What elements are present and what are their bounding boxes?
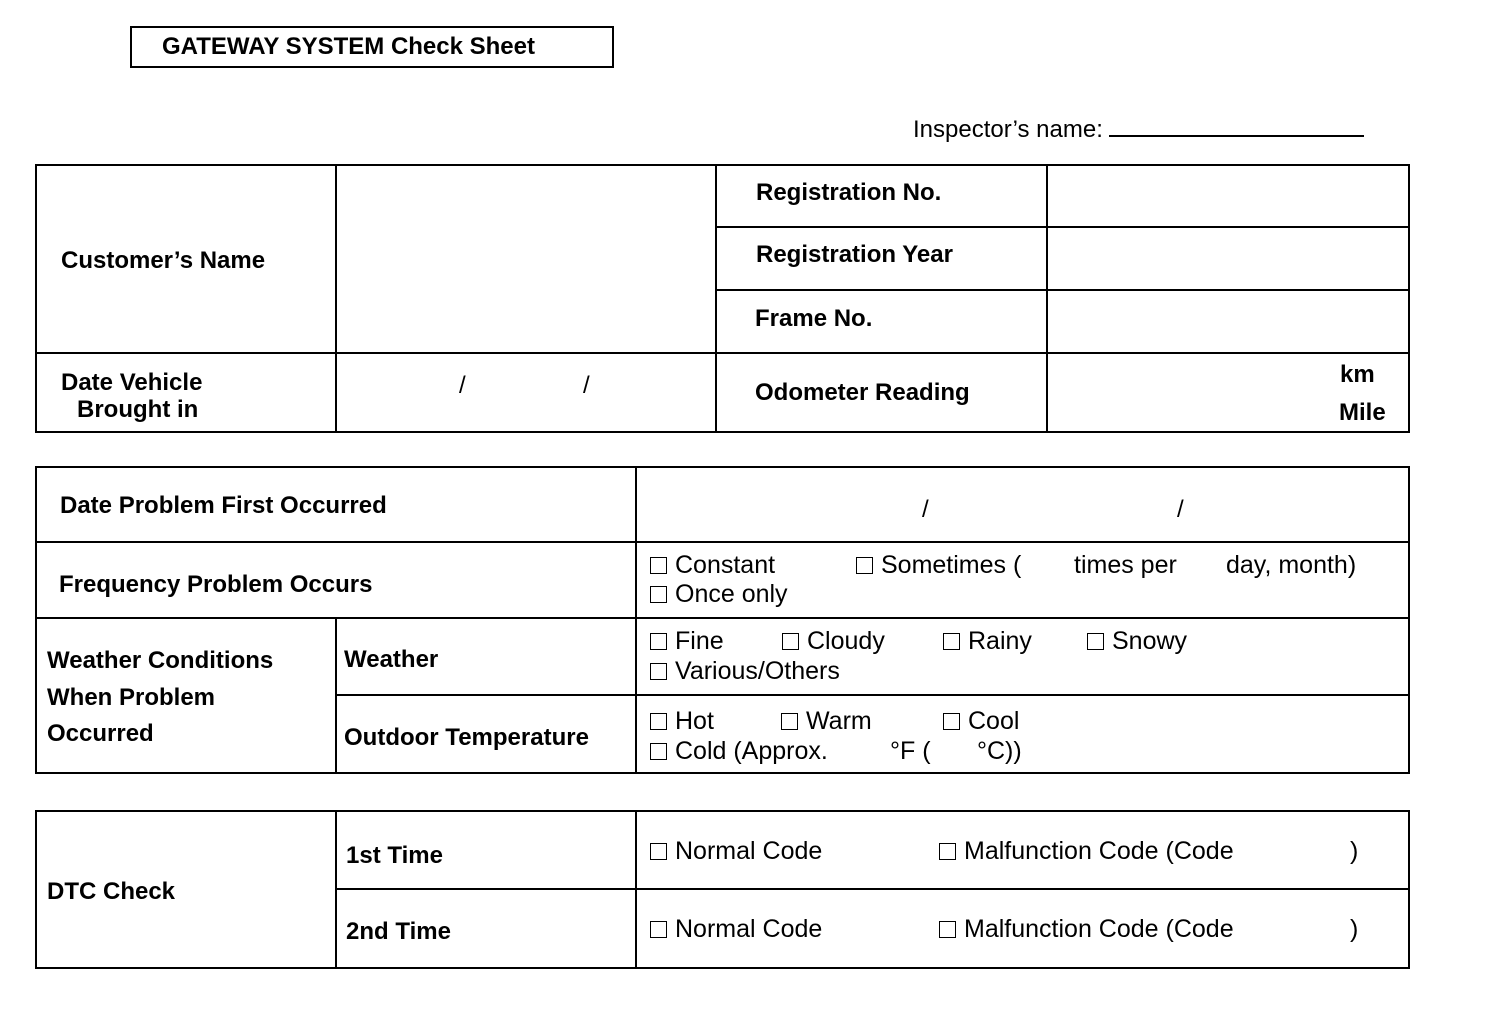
checkbox-icon[interactable] <box>856 557 873 574</box>
day-month-text: day, month) <box>1226 551 1357 579</box>
first-time-options <box>635 810 1410 891</box>
option-rainy[interactable]: Rainy <box>943 626 1032 656</box>
registration-no-field[interactable] <box>1046 164 1410 229</box>
outdoor-temperature-label-cell <box>335 694 638 774</box>
frame-no-label: Frame No. <box>755 305 873 332</box>
option-constant[interactable]: Constant <box>650 550 775 580</box>
option-cloudy[interactable]: Cloudy <box>782 626 885 656</box>
registration-year-label: Registration Year <box>756 241 953 268</box>
dtc-check-label-cell <box>35 810 338 969</box>
second-time-label-cell <box>335 888 638 969</box>
checkbox-icon[interactable] <box>943 633 960 650</box>
date-first-occurred-field[interactable] <box>635 466 1410 544</box>
first-time-label-cell <box>335 810 638 891</box>
checkbox-icon[interactable] <box>650 713 667 730</box>
date-separator: / <box>1177 496 1184 523</box>
frame-no-field[interactable] <box>1046 289 1410 355</box>
weather-conditions-label-cell <box>35 617 338 774</box>
temperature-options <box>635 694 1410 774</box>
inspector-name-field[interactable] <box>1109 117 1364 137</box>
date-separator: / <box>583 372 590 399</box>
checkbox-icon[interactable] <box>650 663 667 680</box>
first-time-label: 1st Time <box>346 842 443 869</box>
odometer-label: Odometer Reading <box>755 379 970 406</box>
degrees-c-text: °C)) <box>977 737 1022 765</box>
first-time-malfunction-code[interactable]: Malfunction Code (Code <box>939 836 1234 866</box>
inspector-name <box>913 116 1364 144</box>
degrees-f-text: °F ( <box>890 737 931 765</box>
second-time-normal-code[interactable]: Normal Code <box>650 914 822 944</box>
frequency-options <box>635 541 1410 620</box>
option-warm[interactable]: Warm <box>781 706 872 736</box>
checkbox-icon[interactable] <box>650 743 667 760</box>
customer-name-field[interactable] <box>335 164 718 355</box>
checkbox-icon[interactable] <box>782 633 799 650</box>
registration-no-label-cell <box>715 164 1049 229</box>
date-brought-in-label-cell <box>35 352 338 433</box>
date-first-occurred-label: Date Problem First Occurred <box>60 492 387 519</box>
weather-conditions-label-line1: Weather Conditions <box>47 647 274 674</box>
date-first-occurred-label-cell <box>35 466 638 544</box>
customer-name-label-cell <box>35 164 338 355</box>
option-sometimes[interactable]: Sometimes ( <box>856 550 1021 580</box>
date-separator: / <box>922 496 929 523</box>
close-paren: ) <box>1350 915 1359 943</box>
dtc-check-label: DTC Check <box>47 878 176 905</box>
second-time-malfunction-code[interactable]: Malfunction Code (Code <box>939 914 1234 944</box>
times-per-text: times per <box>1074 551 1177 579</box>
customer-name-label: Customer’s Name <box>61 247 266 274</box>
checkbox-icon[interactable] <box>1087 633 1104 650</box>
weather-options <box>635 617 1410 697</box>
option-once-only[interactable]: Once only <box>650 579 788 609</box>
close-paren: ) <box>1350 837 1359 865</box>
second-time-label: 2nd Time <box>346 918 451 945</box>
checkbox-icon[interactable] <box>650 557 667 574</box>
checkbox-icon[interactable] <box>650 921 667 938</box>
checkbox-icon[interactable] <box>943 713 960 730</box>
outdoor-temperature-label: Outdoor Temperature <box>344 724 589 751</box>
date-brought-in-field[interactable] <box>335 352 718 433</box>
date-brought-in-label-line2: Brought in <box>77 396 199 423</box>
weather-conditions-label-line3: Occurred <box>47 720 154 747</box>
option-cool[interactable]: Cool <box>943 706 1019 736</box>
option-various-others[interactable]: Various/Others <box>650 656 840 686</box>
date-separator: / <box>459 372 466 399</box>
option-cold[interactable]: Cold (Approx. <box>650 736 828 766</box>
frequency-label: Frequency Problem Occurs <box>59 571 373 598</box>
odometer-field[interactable] <box>1046 352 1410 433</box>
checkbox-icon[interactable] <box>781 713 798 730</box>
checkbox-icon[interactable] <box>650 633 667 650</box>
weather-label: Weather <box>344 646 439 673</box>
odometer-label-cell <box>715 352 1049 433</box>
option-fine[interactable]: Fine <box>650 626 724 656</box>
registration-no-label: Registration No. <box>756 179 942 206</box>
page-title: GATEWAY SYSTEM Check Sheet <box>130 26 614 68</box>
weather-conditions-label-line2: When Problem <box>47 684 216 711</box>
odometer-unit-mile: Mile <box>1339 399 1386 426</box>
checkbox-icon[interactable] <box>939 921 956 938</box>
frequency-label-cell <box>35 541 638 620</box>
odometer-unit-km: km <box>1340 361 1375 388</box>
weather-label-cell <box>335 617 638 697</box>
checkbox-icon[interactable] <box>939 843 956 860</box>
frame-no-label-cell <box>715 289 1049 355</box>
second-time-options <box>635 888 1410 969</box>
checkbox-icon[interactable] <box>650 843 667 860</box>
option-snowy[interactable]: Snowy <box>1087 626 1187 656</box>
option-hot[interactable]: Hot <box>650 706 714 736</box>
registration-year-label-cell <box>715 226 1049 292</box>
checkbox-icon[interactable] <box>650 586 667 603</box>
inspector-name-label: Inspector’s name: <box>913 116 1103 143</box>
date-brought-in-label-line1: Date Vehicle <box>61 369 203 396</box>
first-time-normal-code[interactable]: Normal Code <box>650 836 822 866</box>
registration-year-field[interactable] <box>1046 226 1410 292</box>
